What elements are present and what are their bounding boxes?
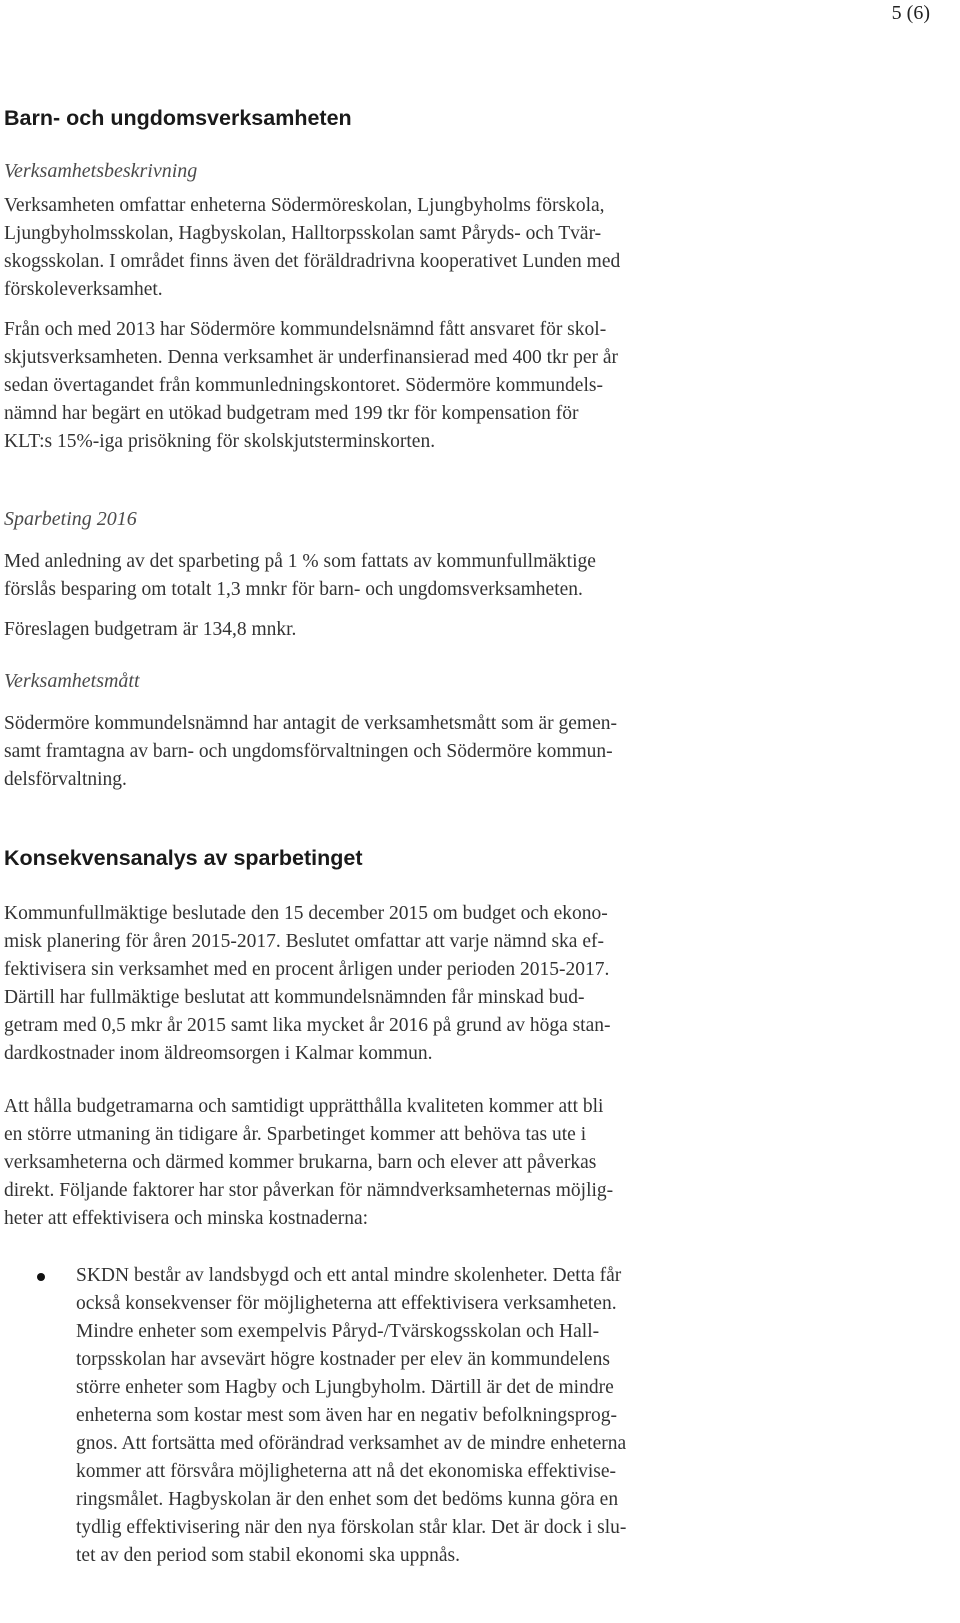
text-line: getram med 0,5 mkr år 2015 samt lika mycket år 2016 på grund av höga stan- (4, 1015, 611, 1036)
text-line: större enheter som Hagby och Ljungbyholm. Därtill är det de mindre (76, 1377, 614, 1398)
text-line: Med anledning av det sparbeting på 1 % som fattats av kommunfullmäktige (4, 551, 596, 572)
text-line: tydlig effektivisering när den nya förskolan står klar. Det är dock i slu- (76, 1517, 627, 1538)
paragraph-budgetram (4, 616, 804, 644)
text-line: sedan övertagandet från kommunledningskontoret. Södermöre kommundels- (4, 375, 603, 396)
text-line: tet av den period som stabil ekonomi ska uppnås. (76, 1545, 460, 1566)
text-line: Verksamheten omfattar enheterna Södermöreskolan, Ljungbyholms förskola, (4, 195, 605, 216)
text-line: Därtill har fullmäktige beslutat att kommundelsnämnden får minskad bud- (4, 987, 585, 1008)
paragraph-utmaning (4, 1093, 804, 1233)
text-line: torpsskolan har avsevärt högre kostnader per elev än kommundelens (76, 1349, 610, 1370)
text-line: förskoleverksamhet. (4, 279, 163, 300)
text-line: misk planering för åren 2015-2017. Beslutet omfattar att varje nämnd ska ef- (4, 931, 604, 952)
text-line: SKDN består av landsbygd och ett antal mindre skolenheter. Detta får (76, 1265, 622, 1286)
text-line: enheterna som kostar mest som även har en negativ befolkningsprog- (76, 1405, 617, 1426)
text-line: Att hålla budgetramarna och samtidigt upprätthålla kvaliteten kommer att bli (4, 1096, 604, 1117)
text-line: fektivisera sin verksamhet med en procent årligen under perioden 2015-2017. (4, 959, 610, 980)
subheading-verksamhetsmatt: Verksamhetsmått (4, 670, 140, 692)
text-line: Mindre enheter som exempelvis Påryd-/Tvärskogsskolan och Hall- (76, 1321, 600, 1342)
paragraph-skolskjuts (4, 316, 804, 456)
text-line: Södermöre kommundelsnämnd har antagit de verksamhetsmått som är gemen- (4, 713, 618, 734)
text-line: samt framtagna av barn- och ungdomsförvaltningen och Södermöre kommun- (4, 741, 613, 762)
text-line: också konsekvenser för möjligheterna att effektivisera verksamheten. (76, 1293, 617, 1314)
text-line: delsförvaltning. (4, 769, 127, 790)
text-line: förslås besparing om totalt 1,3 mnkr för barn- och ungdomsverksamheten. (4, 579, 583, 600)
bullet-item-skdn (76, 1262, 776, 1570)
text-line: dardkostnader inom äldreomsorgen i Kalmar kommun. (4, 1043, 433, 1064)
paragraph-verksamhetsmatt (4, 710, 804, 794)
text-line: Föreslagen budgetram är 134,8 mnkr. (4, 619, 297, 640)
text-line: direkt. Följande faktorer har stor påverkan för nämndverksamheternas möjlig- (4, 1180, 614, 1201)
section-heading-barn-och-ungdom: Barn- och ungdomsverksamheten (4, 106, 352, 130)
text-line: Från och med 2013 har Södermöre kommundelsnämnd fått ansvaret för skol- (4, 319, 607, 340)
text-line: heter att effektivisera och minska kostnaderna: (4, 1208, 369, 1229)
text-line: nämnd har begärt en utökad budgetram med 199 tkr för kompensation för (4, 403, 579, 424)
text-line: kommer att försvåra möjligheterna att nå det ekonomiska effektivise- (76, 1461, 617, 1482)
subheading-verksamhetsbeskrivning: Verksamhetsbeskrivning (4, 160, 198, 182)
text-line: Ljungbyholmsskolan, Hagbyskolan, Halltorpsskolan samt Påryds- och Tvär- (4, 223, 602, 244)
text-line: gnos. Att fortsätta med oförändrad verksamhet av de mindre enheterna (76, 1433, 627, 1454)
text-line: skogsskolan. I området finns även det föräldradrivna kooperativet Lunden med (4, 251, 621, 272)
text-line: ringsmålet. Hagbyskolan är den enhet som det bedöms kunna göra en (76, 1489, 619, 1510)
paragraph-budgetbeslut (4, 900, 804, 1068)
section-heading-konsekvensanalys: Konsekvensanalys av sparbetinget (4, 846, 363, 870)
paragraph-sparbeting (4, 548, 804, 604)
text-line: KLT:s 15%-iga prisökning för skolskjutsterminskorten. (4, 431, 436, 452)
paragraph-verksamhetsbeskrivning (4, 192, 804, 304)
page-number: 5 (6) (891, 2, 930, 24)
text-line: Kommunfullmäktige beslutade den 15 december 2015 om budget och ekono- (4, 903, 608, 924)
text-line: en större utmaning än tidigare år. Sparbetinget kommer att behöva tas ute i (4, 1124, 587, 1145)
subheading-sparbeting-2016: Sparbeting 2016 (4, 508, 137, 530)
text-line: skjutsverksamheten. Denna verksamhet är underfinansierad med 400 tkr per år (4, 347, 619, 368)
bullet-icon (37, 1273, 45, 1281)
text-line: verksamheterna och därmed kommer brukarna, barn och elever att påverkas (4, 1152, 597, 1173)
